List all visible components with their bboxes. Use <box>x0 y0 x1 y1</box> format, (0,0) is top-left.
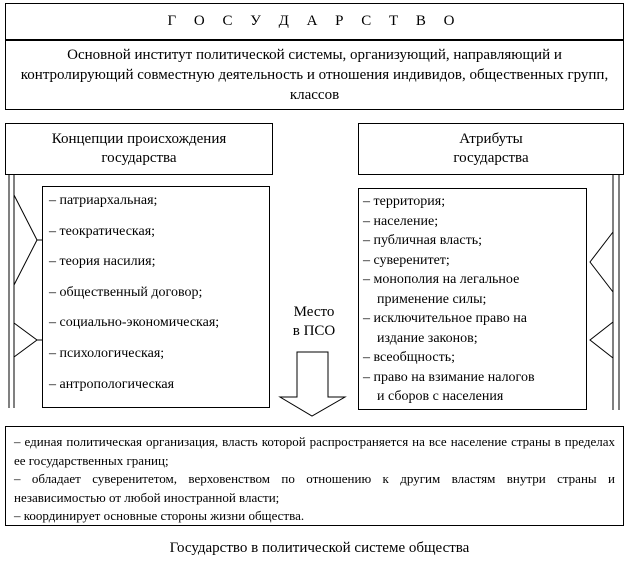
list-item: – право на взимание налогов <box>363 369 535 385</box>
attributes-header <box>358 123 624 175</box>
list-item: – психологическая; <box>49 345 165 361</box>
origin-concepts-list <box>42 186 270 408</box>
list-item: – единая политическая организация, власть которой распространяется на все население страны в пределах ее государственных границ; <box>14 434 615 468</box>
list-item: – координирует основные стороны жизни общества. <box>14 508 305 523</box>
list-item: – обладает суверенитетом, верховенством по отношению к другим властям внутри страны и независимостью от любой иностранной власти; <box>14 471 615 505</box>
list-item: – монополия на легальное <box>363 272 520 287</box>
list-item: – население; <box>363 213 439 229</box>
arrow-label <box>276 303 352 341</box>
list-item: и сборов с населения <box>377 389 504 404</box>
arrow-label-line1: Место <box>293 304 335 320</box>
definition-text: Основной институт политической системы, организующий, направляющий и контролирующий совместную деятельность и отношения индивидов, общественных групп, классов <box>20 47 609 103</box>
list-item: – суверенитет; <box>363 252 450 268</box>
list-item: – социально-экономическая; <box>49 315 220 331</box>
title-text: Г О С У Д А Р С Т В О <box>167 13 462 29</box>
down-arrow <box>280 352 345 416</box>
list-item: – территория; <box>363 194 446 209</box>
list-item: – общественный договор; <box>49 284 203 300</box>
list-item: – публичная власть; <box>363 233 482 248</box>
arrow-label-line2: в ПСО <box>292 323 336 339</box>
attributes-header-line2: государства <box>453 150 529 166</box>
attributes-header-line1: Атрибуты <box>459 131 523 147</box>
list-item: применение силы; <box>377 291 487 307</box>
role-description-box <box>5 426 624 526</box>
list-item: – теократическая; <box>49 223 156 239</box>
attributes-list <box>358 188 587 410</box>
right-bracket <box>590 175 619 410</box>
left-bracket <box>9 175 42 408</box>
definition-box <box>5 40 624 110</box>
figure-caption: Государство в политической системе общества <box>169 540 470 556</box>
list-item: – патриархальная; <box>49 193 158 208</box>
origin-concepts-header <box>5 123 273 175</box>
list-item: издание законов; <box>377 330 478 346</box>
list-item: – антропологическая <box>49 376 175 392</box>
list-item: – всеобщность; <box>363 350 455 365</box>
list-item: – теория насилия; <box>49 254 156 270</box>
list-item: – исключительное право на <box>363 311 527 326</box>
title-box <box>5 3 624 40</box>
origin-header-line2: государства <box>101 150 177 166</box>
origin-header-line1: Концепции происхождения <box>51 131 227 147</box>
